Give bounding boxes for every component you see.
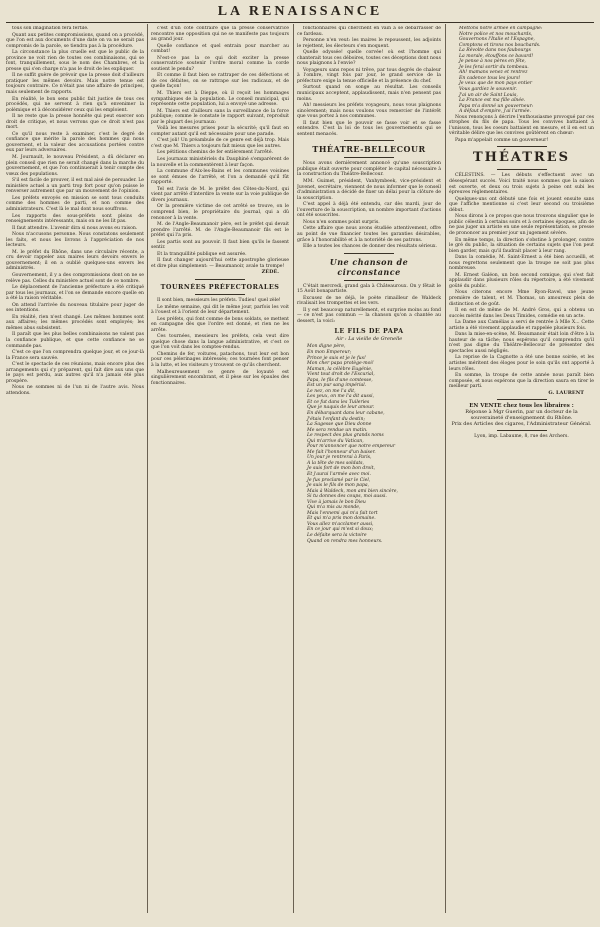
verse-line: Et ce fut dans les Tuileries <box>307 399 370 405</box>
verse-line: Je suis le fils de mon papa, <box>307 483 370 489</box>
verse-line: La Sagesse que Dieu donne <box>307 422 372 428</box>
column-2 <box>151 26 289 913</box>
verse-line: La morale, étouffons ce bavard! <box>459 53 534 59</box>
verse-line: A défaut d'empire, j'ai l'armée. <box>459 109 531 115</box>
paragraph: C'est joli! Un préambule de ce genre est déjà trop. Mais c'est que M. Thiers a toujours fait mieux que les autres. <box>151 138 289 149</box>
paragraph: fonctionnaires qui cherchent en vain à se débarrasser de ce fardeau. <box>297 26 441 37</box>
verse-line: Je les ferai sortir du tombeau. <box>459 64 529 70</box>
paragraph: Dans la comédie, M. Saint-Ernest a été bien accueilli, et nous regrettons seulement que la troupe ne soit pas plus nombreuse. <box>449 255 594 272</box>
paragraph: La circonstance la plus cruelle est que le public de la province ne voit rien de toutes ces combinaisons, qui se font, tranquillement, sous le nom des Chambres, et la presse qui s'en charge n'a pas le droit de les expliquer. <box>6 50 144 72</box>
verse-line: Me fait l'honneur d'un baiser. <box>307 449 376 455</box>
paragraph: Nous n'en sommes point surpris. <box>303 219 380 225</box>
paragraph: Or la première victime de cet arrêté se trouve, on le comprend bien, le propriétaire du journal, qui a dû renoncer à la vente. <box>151 204 289 221</box>
article-signature: ZÉDÉ. <box>261 269 279 276</box>
verse-line: J'ai un air de Saint Louis, <box>459 92 518 98</box>
section-rule <box>497 399 547 400</box>
verse-line: A la tête de mes soldats, <box>307 460 364 466</box>
verse-line: Mon cher papa protège-moi! <box>307 361 374 367</box>
paragraph: Ah! messieurs les préfets voyageurs, nous vous plaignons sincèrement; mais nous voulons vous remercier de l'intérêt que vous portez à nos communes. <box>297 103 441 120</box>
printer-footer: Lyon, imp. Labaume, 8, rue des Archers. <box>474 434 569 440</box>
paragraph: Quelle odyssée! quelle corvée! où est l'homme qui chanterait tous ces déboires, toutes ces déceptions dont nous nous plaignons à l'envie? <box>297 50 441 67</box>
verse-line: Je veux que de mon pays entier <box>459 81 533 87</box>
paragraph: c'est d'un côté contraire que la presse conservatrice rencontre une opposition qui ne se manifeste pas toujours au grand jour. <box>151 26 289 43</box>
paragraph: Il faut bien que le pouvoir se fasse voir et se fasse entendre. C'est la loi de tous les gouvernements qui se sentent menacés. <box>297 120 441 137</box>
paragraph: Cette affaire que nous avons étudiée attentivement, offre au point de vue financier toutes les garanties désirables, grâce à l'honorabilité et à la notoriété de ses patrons. <box>297 226 441 243</box>
paragraph: Nous dirons à ce propos que nous trouvons singulier que le public célestin à certains soirs et à certaines époques, afin de ne pas juger un artiste en une seule représentation, se presse de prononcer au premier jour un jugement sévère. <box>449 214 594 236</box>
verse-line: Pour m'annoncer que notre empereur <box>307 444 396 450</box>
paragraph: S'il est facile de prouver, il est mal aisé de persuader. Le ministère actuel a un parti trop fort pour qu'on puisse le renverser autrement que par un mouvement de l'opinion. <box>6 178 144 195</box>
paragraph: Les journaux ministériels du Dauphiné s'emparèrent de la nouvelle et la commentèrent à leur façon. <box>151 157 289 168</box>
verse-line: Ah! mamans venez et rentrez <box>459 70 528 76</box>
paragraph: La Dame aux Camélias a servi de rentrée à Mlle X... Cette artiste a été vivement applaudie et rappelée plusieurs fois. <box>449 320 594 331</box>
paragraph: Les préfets envoyés en mission se sont tous conduits comme des hommes de parti, et non comme des administrateurs. C'est là le mal dont nous souffrons. <box>6 195 144 212</box>
paragraph: M. le préfet du Rhône, dans une circulaire récente, a cru devoir rappeler aux maires leurs devoirs envers le gouvernement; il en a oublié quelques-uns envers les administrés. <box>6 249 144 272</box>
verse-line: Un jour je rentrerai à Paris, <box>307 455 372 461</box>
chanson-intro <box>297 284 441 325</box>
paragraph: M. Thiers est d'ailleurs sans la surveillance de la force publique; comme le constate le rapport suivant, reproduit par le plupart des journaux: <box>151 108 289 125</box>
verse-line: En mon Empereur; <box>307 349 352 355</box>
section-rule <box>344 140 394 141</box>
masthead-title: LA RENAISSANCE <box>217 4 383 19</box>
paragraph: Il ne suffit guère de prévoir que la presse doit d'ailleurs pratiquer les mêmes devoirs. Mais notre tenue est toujours contraire. Ce n'était pas une affaire de principes, mais seulement de rapports. <box>6 73 144 96</box>
paragraph: C'est appel à déjà été entendu, car dès mardi, jour de l'ouverture de la souscription, un nombre important d'actions ont été souscrites. <box>297 202 441 219</box>
tournees-heading: TOURNÉES PRÉFECTORALES <box>160 282 280 291</box>
song-title: LE FILS DE PAPA <box>334 327 404 336</box>
verse-line: En cadence tous les jours! <box>459 75 521 81</box>
paragraph: Personne n'en veut: les maires le repoussent, les adjoints le rejettent, les électeurs s'en moquent. <box>297 38 441 49</box>
paragraph: La reprise de la Cagnotte a été une bonne soirée, et les artistes méritent des éloges pour le soin qu'ils ont apporté à leurs rôles. <box>449 355 594 372</box>
paragraph: Il en est de même de M. André Gros, qui a obtenu un succès mérité dans les Deux Timides, comédie en un acte. <box>449 308 594 319</box>
paragraph: Le déplacement de l'ancienne préfecture a été critiqué par tous les journaux, et l'on se demande encore quelle en a été la raison véritable. <box>6 285 144 302</box>
verse-line: Mais à Waldeck, mon ami bien sincère, <box>307 488 398 494</box>
paragraph: En somme, la troupe de cette année nous paraît bien composée, et nous espérons que la direction saura en tirer le meilleur parti. <box>449 373 594 390</box>
theatre-bellecour-body <box>297 161 441 249</box>
section-rule <box>497 146 547 147</box>
verse-line: La Révolte dans nos faubourgs <box>459 48 531 54</box>
paragraph: Nous citerons encore Mme Ryon-Ravel, une jeune première de talent, et M. Thomas, un amoureux plein de distinction et de goût. <box>449 290 594 307</box>
verse-line: Le nez, on me l'a dit, <box>307 388 356 394</box>
song-verses-continued <box>449 26 594 115</box>
paragraph: Il sont bien, messieurs les préfets. Tudieu! quel zèle! <box>157 297 281 303</box>
paragraph: Nous renonçons à décrire l'enthousiasme provoqué par ces strophes du fils de papa. Tous les convives battaient à l'unisson, tous les coeurs battaient en mesure, et il en est un véritable délire que les convives goûtèrent en chœur: <box>449 114 594 137</box>
verse-line: Le respect des plus grands noms <box>307 433 384 439</box>
paragraph: Dans la mise-en-scène, M. Beaumanoir était loin d'être à la hauteur de sa tâche; nous espérons qu'il comprendra qu'il n'est pas digne du Théâtre-Bellecour de présenter des spectacles aussi négligés. <box>449 332 594 354</box>
verse-line: J'étais l'enfant du destin; <box>307 416 366 422</box>
paragraph: Les pétitions chemins de fer entièrement l'arrêté. <box>157 150 274 156</box>
verse-line: Mon digne père, <box>307 344 346 350</box>
column-3-body <box>297 26 441 137</box>
verse-line: Si tu donnes des coups, moi aussi. <box>307 494 387 500</box>
verse-line: Que je naquis de leur amour. <box>307 405 375 411</box>
paragraph: CÉLESTINS. — Les débuts s'effectuent avec un désespérant succès. Voici traité nous sommes que la saison est ouverte, et deux ou trois sujets à peine ont subi les épreuves réglementaires. <box>449 173 594 196</box>
paragraph: Papa m'appelait comme un gouverneur! <box>455 137 549 143</box>
paragraph: Il faut changer aujourd'hui cette apostrophe glorieuse et dire plus simplement: — Beaumanoir, avale ta trompe! <box>151 258 289 269</box>
verse-line: Qui m'a mis au monde, <box>307 505 361 511</box>
paragraph: Surtout quand on songe au résultat. Les conseils municipaux acceptent, applaudissent, mais n'en pensent pas moins. <box>297 85 441 102</box>
column-4 <box>449 26 594 913</box>
section-rule <box>497 169 547 170</box>
paragraph: Gouvernement, il y a des compromissions dont on ne se relève pas. Celles du ministère actuel sont de ce nombre. <box>6 272 144 284</box>
paragraph: Chemins de fer, voitures, patachons, tout leur est bon pour ces pèlerinages intéressés; ces tournées font penser à la lutte, et les visiteurs y trouvent ce qu'ils cherchent. <box>151 351 289 368</box>
song-note <box>449 115 594 144</box>
section-rule <box>344 280 394 281</box>
verse-line: Prince je suis et je le fus! <box>307 355 366 361</box>
paragraph: M. Ernest Galéon, un bon second comique, qui s'est fait applaudir dans plusieurs rôles du répertoire, a été vivement goûté du public. <box>449 272 594 289</box>
column-divider <box>147 24 148 913</box>
verse-line: Et qui m'a pris mon domaine. <box>307 516 376 522</box>
column-1 <box>6 26 144 913</box>
verse-line: En débarquant dans leur cabane, <box>307 410 385 416</box>
verse-line: Vous gardiez le souvenir. <box>459 87 517 93</box>
advertisement <box>449 403 594 427</box>
verse-line: Gouvernons l'Italie et l'Espagne, <box>459 37 535 43</box>
paragraph: Voilà les mesures prises pour la sécurité; qu'il faut en compter autant qu'il est nécessaire pour une parade. <box>151 126 289 137</box>
song-verses <box>297 344 441 544</box>
verse-line: Papa, le fils d'une comtesse, <box>307 377 373 383</box>
paragraph: Quant aux petites compromissions, quand on a procédé, que l'on est aux documents d'une date on va ne serait pas compromis de la parole, se tiendra pas à la procédure. <box>6 32 144 49</box>
chanson-heading: Une chanson de circonstance <box>329 256 409 277</box>
theatres-heading: THÉATRES <box>472 150 570 166</box>
paragraph: Quelle confiance et quel entrain pour marcher au combat! <box>151 43 289 55</box>
paragraph: Et la tranquillité publique est assurée. <box>157 251 247 257</box>
theatres-signature: G. LAURENT <box>548 389 584 396</box>
verse-line: Et j'aurai l'armée avec moi. <box>307 472 371 477</box>
paragraph: Il ne reste que la presse honnête qui peut exercer son droit de critique, et nous verrons que ce droit n'est pas mort. <box>6 114 144 131</box>
theatre-bellecour-heading: THÉATRE-BELLECOUR <box>312 144 426 155</box>
paragraph: Tel est l'avis de M. le préfet des Côtes-du-Nord, qui vient par arrêté d'interdire la vente sur la voie publique de divers journaux. <box>151 186 289 203</box>
paragraph: Nous ne sommes ni de l'un ni de l'autre avis. Nous attendons. <box>6 385 144 396</box>
section-rule <box>344 253 394 254</box>
verse-line: Comptons et tirons nos bouchards. <box>459 42 541 48</box>
paragraph: M. Thiers est à Dieppe, où il reçoit les hommages sympathiques de la population. Le conseil municipal, qui représente cette population, lui a envoyé une adresse. <box>151 91 289 108</box>
paragraph: Excusez de ne déjà, le poète rimailleur de Waldeck rivalisait les trompettes et les vers. <box>297 295 441 307</box>
verse-line: Vient tout droit de l'Escurial, <box>307 372 375 378</box>
paragraph: Le même semaine, qui dit le même jour, parfois les voit à l'ouest et à l'orient de leur département. <box>151 304 289 316</box>
paragraph: En réalité, le bon sens public fait justice de tous ces procédés, qui ne servent à rien qu'à envenimer la polémique et à déconsidérer ceux qui les emploient. <box>6 96 144 113</box>
section-rule <box>497 430 547 431</box>
paragraph: Nous avons dernièrement annoncé qu'une souscription publique était ouverte pour compléter le capital nécessaire à la construction du Théâtre-Bellecour. <box>297 161 441 178</box>
column-divider <box>445 24 446 913</box>
verse-line: Quand on rendra mes honneurs. <box>307 538 383 544</box>
paragraph: On attend l'arrivée du nouveau titulaire pour juger de ses intentions. <box>6 302 144 314</box>
verse-line: Qui m'arrive du Vatican, <box>307 438 364 444</box>
verse-line: Mais l'ennemi qui m'a fait tort <box>307 510 378 516</box>
paragraph: Nous n'accusons personne. Nous constatons seulement les faits, et nous les livrons à l'appréciation de nos lecteurs. <box>6 232 144 249</box>
theatres-body <box>449 173 594 389</box>
verse-line: Les yeux, on me l'a dit aussi, <box>307 394 375 400</box>
verse-line: Est un pur sang impérial. <box>307 383 367 389</box>
column-3 <box>297 26 441 913</box>
verse-line: Notre police et nos mouchards, <box>459 31 533 37</box>
section-rule <box>195 294 245 295</box>
section-rule <box>195 279 245 280</box>
paragraph: Il paraît que les plus belles combinaisons ne valent pas la confiance publique, et que cette confiance ne se commande pas. <box>6 332 144 349</box>
paragraph: tous son imagination fera fertile. <box>12 26 89 31</box>
paragraph: C'était mercredi, grand gala à Châteauroux. On y fêtait le 15 Août bonapartiste. <box>297 283 441 295</box>
paragraph: Voyageurs sans repos ni trêve, par tous degrés de chaleur à l'ombre, vingt fois par jour, le grand service de la préfecture exige la tenue officielle et la présence du chef. <box>297 67 441 84</box>
verse-line: Je pense à nos pères en fête, <box>459 59 526 65</box>
verse-line: Me sera rendue un matin. <box>307 427 368 433</box>
song-air: Air : La vieille de Grenelle <box>335 336 403 343</box>
paragraph: Il faut attendre. L'avenir dira si nous avons eu raison. <box>12 225 138 231</box>
masthead-rule <box>6 22 594 23</box>
paragraph: Elle a toutes les chances de donner des résultats sérieux. <box>303 244 437 250</box>
paragraph: MM. Guimet, président, Vanhymbeek, vice-président et Juvenet, secrétaire, viennent de nous informer que le conseil d'administration a décidé de fixer un délai pour la clôture de la souscription. <box>297 179 441 201</box>
paragraph: Et comme il faut bien se rattraper de ces défections et de ces défaites, on se rattrape sur les radicaux, et de quelle façon! <box>151 73 289 90</box>
verse-line: Vous allez m'acclamer aussi, <box>307 521 374 527</box>
ad-line-3: Prix des Articles des cigares, l'Administrateur Général. <box>451 421 592 428</box>
paragraph: Les rapports des sous-préfets sont pleins de renseignements intéressants, mais on ne les lit pas. <box>6 213 144 225</box>
column-divider <box>293 24 294 913</box>
tournees-body <box>151 298 289 386</box>
paragraph: Malheureusement ce genre de loyauté est singulièrement encombrant, et il pèse sur les épaules des fonctionnaires. <box>151 369 289 386</box>
paragraph: Les partis sont au pouvoir. Il faut bien qu'ils le fassent sentir. <box>151 239 289 251</box>
paragraph: Quelques-uns ont débuté une fois et jouent ensuite sans que l'affiche mentionne si c'est leur second ou troisième début. <box>449 196 594 213</box>
paragraph: En même temps, la direction s'obstine à prolonger, contre le gré du public, la situation de certains sujets que l'on peut bien garder, mais qu'il faudrait placer à leur rang. <box>449 237 594 254</box>
verse-line: Mettons notre armée en campagne: <box>459 26 543 31</box>
ad-line-2: Réponse à Mgr Guerin, par un docteur de la souveraineté d'enseignement du Rhône. <box>465 409 578 422</box>
verse-line: La France est ma fille aînée. <box>459 98 526 104</box>
paragraph: N'est-ce pas la ce qui doit exciter la presse conservatrice soutenir l'ordre moral comme la corde soutient le pendu? <box>151 55 289 72</box>
section-rule <box>344 157 394 158</box>
paragraph: M. de l'Angle-Beaumanoir père, est le préfet qui devait prendre l'arrêté. M. de l'Angle-Beaumanoir fils est le préfet qui l'a pris. <box>151 222 289 239</box>
paragraph: M. Journault, le nouveau Président, a dû déclarer en plein conseil que rien ne serait changé dans la marche du gouvernement, et que l'on continuerait à tenir compte des vœux des populations. <box>6 155 144 177</box>
verse-line: En ce jour qui m'est si doux; <box>307 527 374 533</box>
ad-line-1: EN VENTE chez tous les libraires : <box>469 403 574 410</box>
paragraph: Ces tournées, messieurs les préfets, cela veut dire quelque chose dans la langue administrative, et c'est ce que l'on voit dans les comptes-rendus. <box>151 334 289 351</box>
paragraph: Les préfets, qui font comme de bons soldats, se mettent en campagne dès que l'ordre est donné, et rien ne les arrête. <box>151 316 289 333</box>
column-2-body <box>151 26 289 269</box>
verse-line: Maman, la célèbre Eugénie, <box>307 366 373 372</box>
paragraph: Ce qu'il nous reste à examiner, c'est le degré de confiance que mérite la parole des hommes qui nous gouvernent, et la valeur des accusations portées contre eux par leurs adversaires. <box>6 131 144 154</box>
verse-line: Je suis fort de mon bon droit, <box>307 466 376 472</box>
verse-line: Je fus proclamé par le Ciel, <box>307 477 371 483</box>
paragraph: C'est ce que l'on comprendra quelque jour, et ce jour-là la France sera sauvée. <box>6 350 144 361</box>
verse-line: Le défaite sera la victoire <box>307 533 367 539</box>
paragraph: En réalité, rien n'est changé. Les mêmes hommes sont aux affaires; les mêmes procédés sont employés; les mêmes abus subsistent. <box>6 314 144 331</box>
verse-line: Vive à jamais le bon Dieu <box>307 499 366 505</box>
paragraph: La commune d'Aix-les-Bains et les communes voisines se sont émues de l'arrêté, et l'on a demandé qu'il fût rapporté. <box>151 169 289 186</box>
verse-line: Papa m'a donné un gouverneur: <box>459 103 534 109</box>
paragraph: Il y est beaucoup naturellement, et surprise moins au fond — ce n'est pas commun — la chanson qu'on a chantée au dessert, la voici: <box>297 307 441 324</box>
paragraph: C'est le spectacle de ces réunions, mais encore plus des arrangements qui s'y préparent, qui fait dire aux uns que le pays est perdu, aux autres qu'il n'a jamais été plus prospère. <box>6 362 144 384</box>
